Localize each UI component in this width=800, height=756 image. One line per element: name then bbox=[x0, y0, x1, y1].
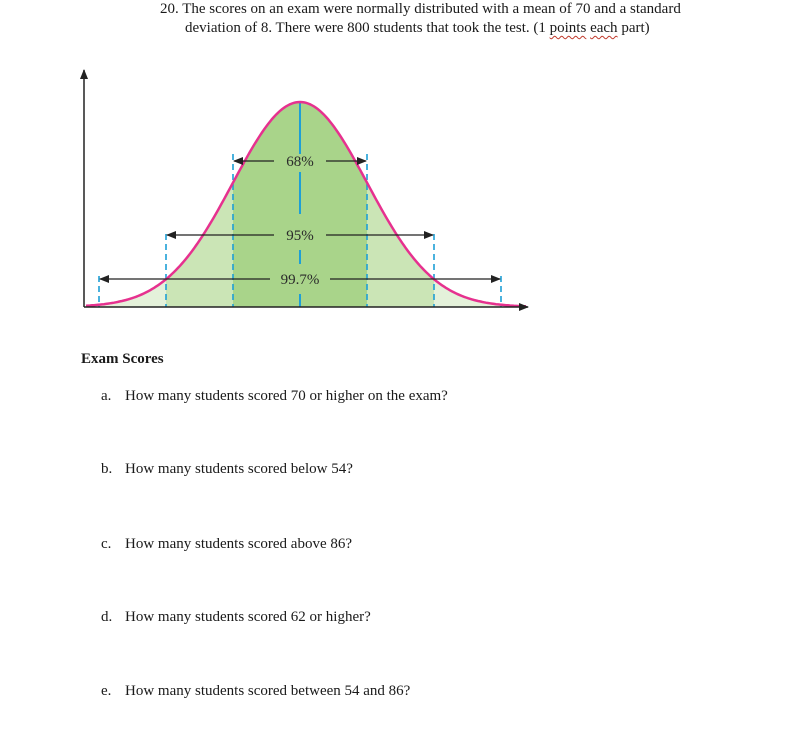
question-letter: e. bbox=[101, 683, 112, 699]
question-text: How many students scored above 86? bbox=[125, 536, 353, 552]
question-letter: d. bbox=[101, 609, 113, 625]
question-letter: a. bbox=[101, 388, 112, 404]
underlined-word-points: points bbox=[549, 20, 587, 36]
problem-line2: deviation of 8. There were 800 students that took the test. (1 points each part) bbox=[185, 20, 650, 36]
question-text: How many students scored 62 or higher? bbox=[125, 609, 371, 625]
problem-statement bbox=[160, 0, 790, 38]
question-b bbox=[101, 461, 353, 478]
normal-distribution-figure bbox=[76, 64, 536, 320]
underlined-word-each: each bbox=[590, 20, 618, 36]
question-letter: b. bbox=[101, 461, 113, 477]
problem-number: 20. bbox=[160, 1, 179, 17]
section-title: Exam Scores bbox=[81, 351, 164, 367]
label-68-percent: 68% bbox=[286, 154, 314, 170]
question-a bbox=[101, 388, 448, 405]
problem-line1: The scores on an exam were normally distributed with a mean of 70 and a standard bbox=[182, 1, 681, 17]
question-d bbox=[101, 609, 371, 626]
question-text: How many students scored between 54 and 86? bbox=[125, 683, 411, 699]
question-text: How many students scored 70 or higher on the exam? bbox=[125, 388, 448, 404]
label-99-7-percent: 99.7% bbox=[280, 272, 320, 288]
label-95-percent: 95% bbox=[286, 228, 314, 244]
question-letter: c. bbox=[101, 536, 112, 552]
question-c bbox=[101, 536, 352, 553]
question-text: How many students scored below 54? bbox=[125, 461, 353, 477]
question-e bbox=[101, 683, 410, 700]
